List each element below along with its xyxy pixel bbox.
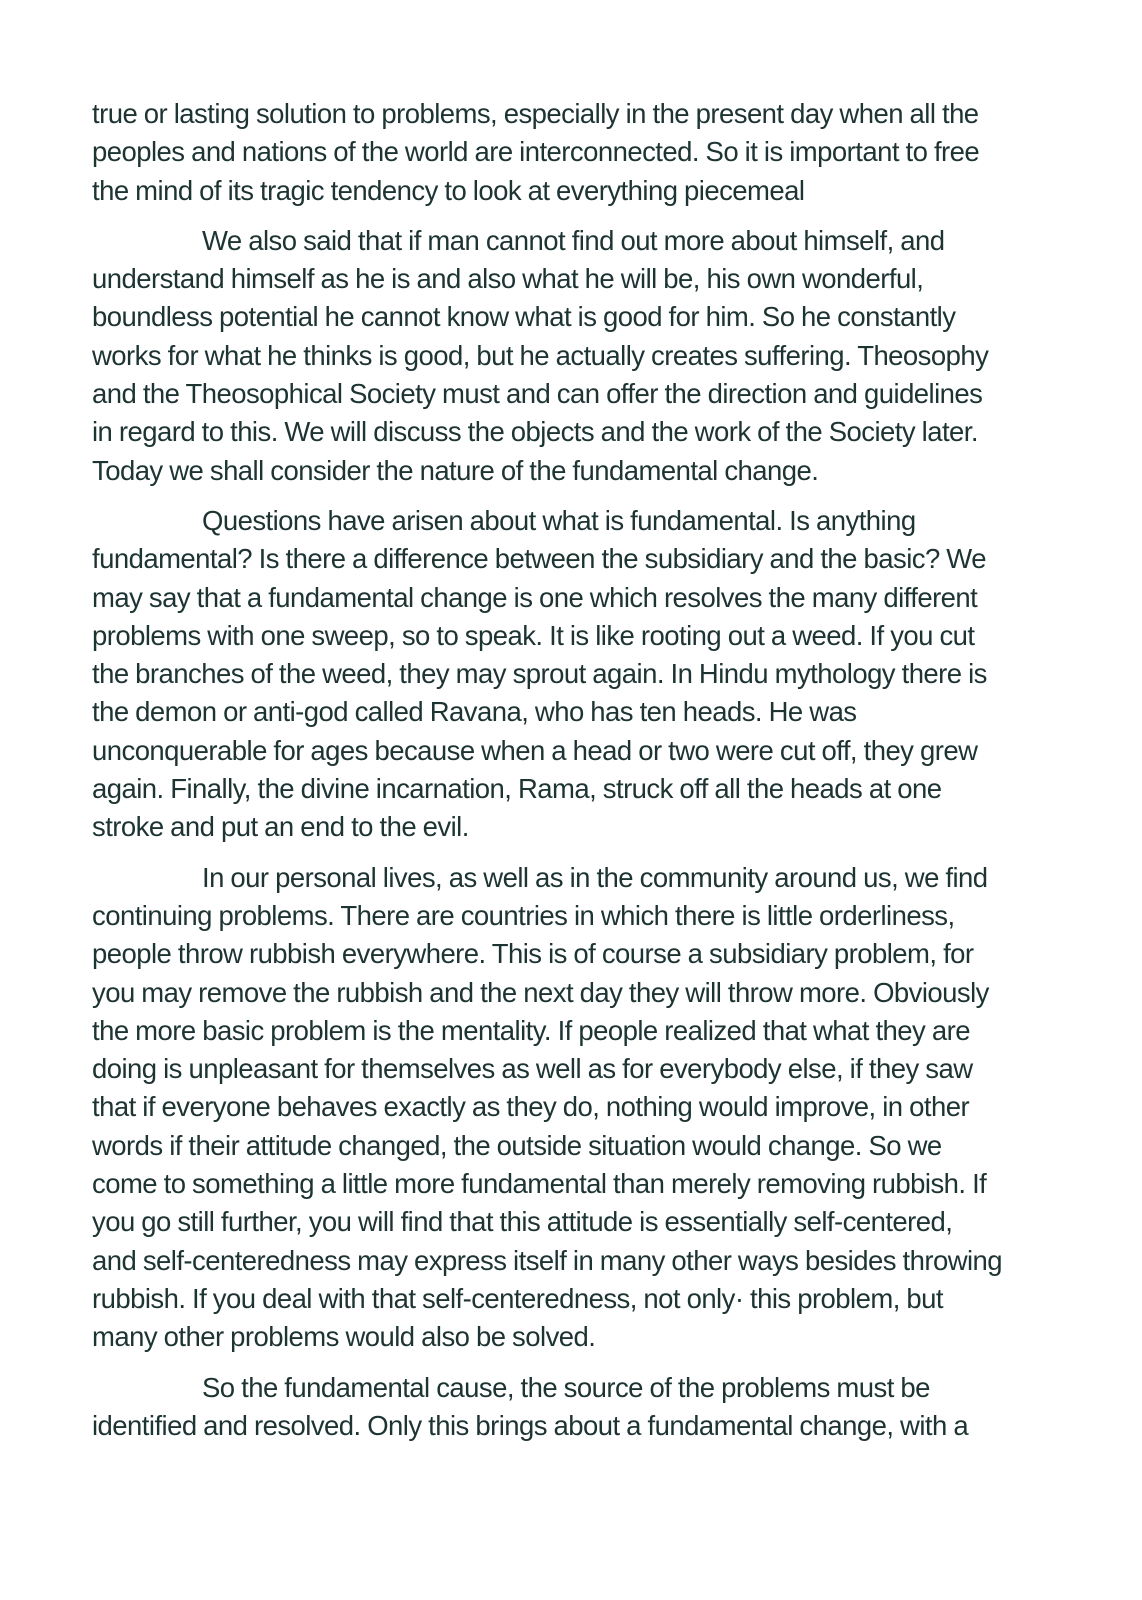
text-line: stroke and put an end to the evil.	[92, 811, 469, 843]
paragraph-gap	[92, 210, 1057, 222]
text-line: rubbish. If you deal with that self-centeredness, not only· this problem, but	[92, 1282, 943, 1314]
text-line: We also said that if man cannot find out more about himself, and	[202, 224, 945, 256]
text-line: boundless potential he cannot know what is good for him. So he constantly	[92, 301, 956, 333]
text-line: again. Finally, the divine incarnation, Rama, struck off all the heads at one	[92, 773, 942, 805]
text-line: the demon or anti-god called Ravana, who has ten heads. He was	[92, 696, 857, 728]
text-line: Today we shall consider the nature of the fundamental change.	[92, 454, 819, 486]
text-line: come to something a little more fundamental than merely removing rubbish. If	[92, 1168, 987, 1200]
text-line: So the fundamental cause, the source of the problems must be	[202, 1371, 930, 1403]
text-line: true or lasting solution to problems, especially in the present day when all the	[92, 98, 979, 129]
text-line: and the Theosophical Society must and can offer the direction and guidelines	[92, 378, 983, 410]
paragraph	[92, 222, 1057, 490]
paragraph-gap	[92, 847, 1057, 859]
text-line: people throw rubbish everywhere. This is of course a subsidiary problem, for	[92, 938, 974, 970]
text-line: peoples and nations of the world are interconnected. So it is important to free	[92, 136, 980, 168]
text-line: In our personal lives, as well as in the community around us, we find	[202, 861, 988, 893]
text-line: many other problems would also be solved.	[92, 1321, 596, 1353]
text-line: works for what he thinks is good, but he actually creates suffering. Theosophy	[92, 339, 989, 371]
paragraph	[92, 502, 1057, 847]
text-line: you go still further, you will find that this attitude is essentially self-centered,	[92, 1206, 953, 1238]
paragraph-gap	[92, 1357, 1057, 1369]
text-line: in regard to this. We will discuss the objects and the work of the Society later.	[92, 416, 978, 448]
paragraph	[92, 1369, 1057, 1446]
text-line: words if their attitude changed, the outside situation would change. So we	[92, 1129, 942, 1161]
text-line: doing is unpleasant for themselves as well as for everybody else, if they saw	[92, 1053, 973, 1085]
text-line: the branches of the weed, they may sprout again. In Hindu mythology there is	[92, 658, 987, 690]
text-line: you may remove the rubbish and the next day they will throw more. Obviously	[92, 976, 989, 1008]
body-text	[92, 95, 1057, 1445]
text-line: continuing problems. There are countries in which there is little orderliness,	[92, 899, 955, 931]
text-line: problems with one sweep, so to speak. It is like rooting out a weed. If you cut	[92, 619, 975, 651]
text-line: the more basic problem is the mentality. If people realized that what they are	[92, 1014, 970, 1046]
text-line: identified and resolved. Only this brings about a fundamental change, with a	[92, 1409, 969, 1441]
text-line: that if everyone behaves exactly as they do, nothing would improve, in other	[92, 1091, 970, 1123]
text-line: understand himself as he is and also what he will be, his own wonderful,	[92, 263, 924, 295]
text-line: the mind of its tragic tendency to look at everything piecemeal	[92, 174, 805, 206]
text-line: Questions have arisen about what is fundamental. Is anything	[202, 504, 916, 536]
text-line: unconquerable for ages because when a head or two were cut off, they grew	[92, 734, 978, 766]
text-line: and self-centeredness may express itself in many other ways besides throwing	[92, 1244, 1003, 1276]
paragraph	[92, 859, 1057, 1357]
text-line: may say that a fundamental change is one which resolves the many different	[92, 581, 978, 613]
paragraph	[92, 95, 1057, 210]
paragraph-gap	[92, 490, 1057, 502]
text-line: fundamental? Is there a difference between the subsidiary and the basic? We	[92, 543, 986, 575]
